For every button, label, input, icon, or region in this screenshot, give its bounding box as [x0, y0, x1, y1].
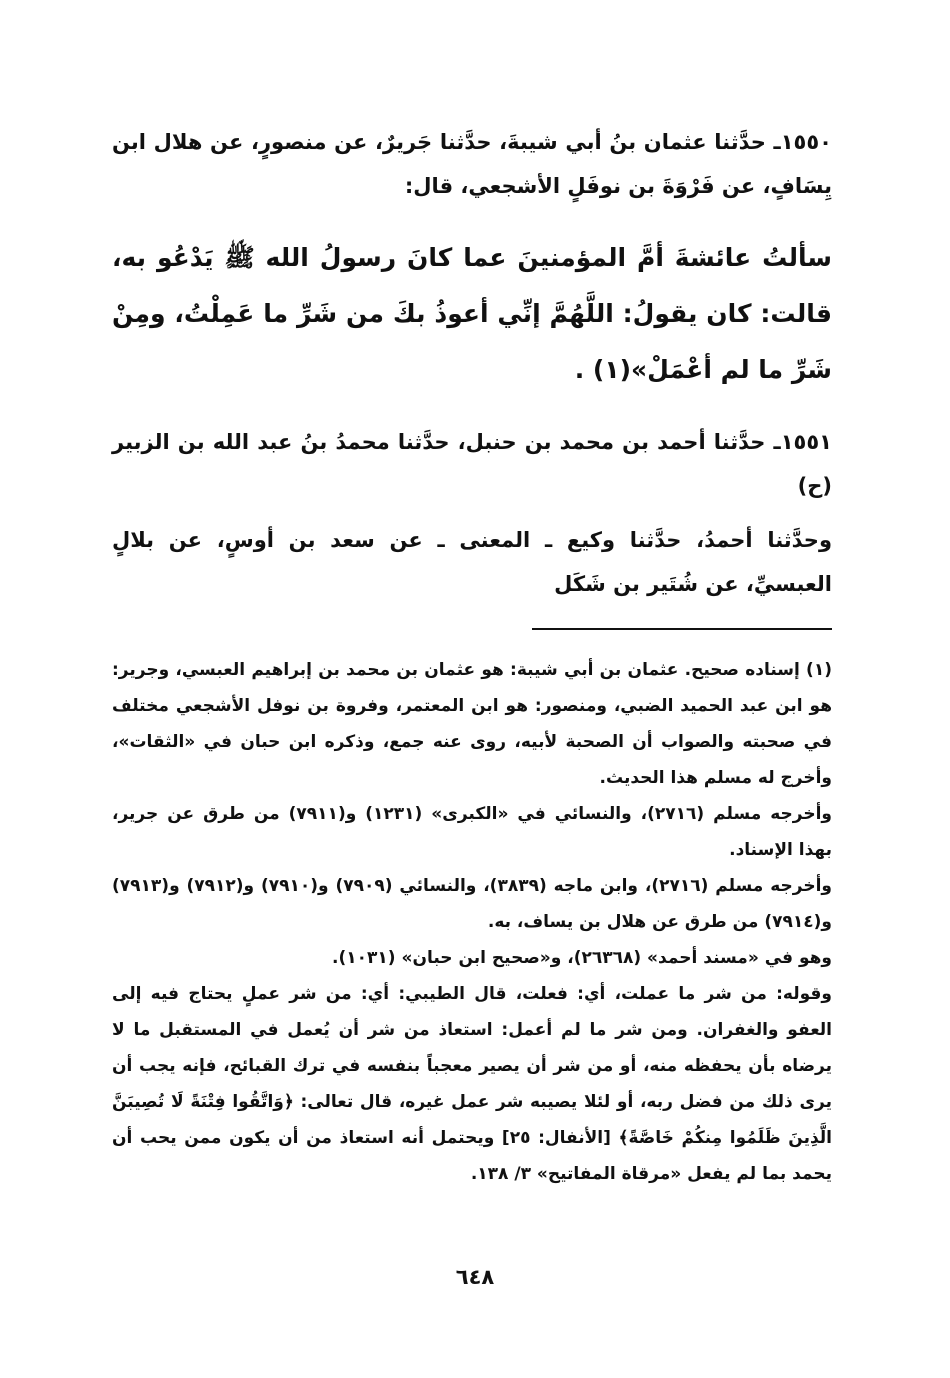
footnote-paragraph: وأخرجه مسلم (٢٧١٦)، وابن ماجه (٣٨٣٩)، والنسائي (٧٩٠٩) و(٧٩١٠) و(٧٩١٢) و(٧٩١٣) و(٧٩١٤) من طرق عن هلال بن يساف، به. — [112, 876, 832, 932]
page-body — [112, 120, 832, 1192]
footnote-paragraph: وقوله: من شر ما عملت، أي: فعلت، قال الطيبي: أي: من شر عملٍ يحتاج فيه إلى العفو والغفران. ومن شر ما لم أعمل: استعاذ من شر أن يُعمل في المستقبل ما لا يرضاه بأن يحفظه منه، أو من شر أن يصير معجباً بنفسه في ترك القبائح، فإنه يجب أن يرى ذلك من فضل ربه، أو لئلا يصيبه شر عمل غيره، قال تعالى: ﴿وَاتَّقُوا فِتْنَةً لَا تُصِيبَنَّ الَّذِينَ ظَلَمُوا مِنكُمْ خَاصَّةً﴾ [الأنفال: ٢٥] ويحتمل أنه استعاذ من أن يكون ممن يحب أن يحمد بما لم يفعل «مرقاة المفاتيح» ٣/ ١٣٨. — [112, 984, 832, 1184]
hadith-1551-isnad-b: وحدَّثنا أحمدُ، حدَّثنا وكيع ـ المعنى ـ عن سعد بن أوسٍ، عن بلالٍ العبسيِّ، عن شُتَير بن شَكَل — [112, 528, 832, 596]
hadith-1550-isnad: ١٥٥٠ـ حدَّثنا عثمان بنُ أبي شيبةَ، حدَّثنا جَريرٌ، عن منصورٍ، عن هلال ابن يِسَافٍ، عن فَرْوَةَ بن نوفَلٍ الأشجعي، قال: — [112, 130, 832, 198]
footnote-separator — [532, 628, 832, 630]
page-number: ٦٤٨ — [455, 1265, 495, 1289]
footnotes — [112, 652, 832, 1192]
hadith-1550-matn: سألتُ عائشةَ أمَّ المؤمنينَ عما كانَ رسولُ الله ﷺ يَدْعُو به، قالت: كان يقولُ: اللَّهُمَّ إنِّي أعوذُ بكَ من شَرِّ ما عَمِلْتُ، ومِنْ شَرِّ ما لم أعْمَلْ»(١) . — [112, 243, 832, 384]
hadith-1551-isnad-a: ١٥٥١ـ حدَّثنا أحمد بن محمد بن حنبل، حدَّثنا محمدُ بنُ عبد الله بن الزبير (ح) — [112, 430, 832, 498]
footnote-paragraph: (١) إسناده صحيح. عثمان بن أبي شيبة: هو عثمان بن محمد بن إبراهيم العبسي، وجرير: هو ابن عبد الحميد الضبي، ومنصور: هو ابن المعتمر، وفروة بن نوفل الأشجعي مختلف في صحبته والصواب أن الصحبة لأبيه، روى عنه جمع، وذكره ابن حبان في «الثقات»، وأخرج له مسلم هذا الحديث. — [112, 660, 832, 788]
footnote-paragraph: وأخرجه مسلم (٢٧١٦)، والنسائي في «الكبرى» (١٢٣١) و(٧٩١١) من طرق عن جرير، بهذا الإسناد. — [112, 804, 832, 860]
footnote-paragraph: وهو في «مسند أحمد» (٢٦٣٦٨)، و«صحيح ابن حبان» (١٠٣١). — [332, 948, 832, 968]
